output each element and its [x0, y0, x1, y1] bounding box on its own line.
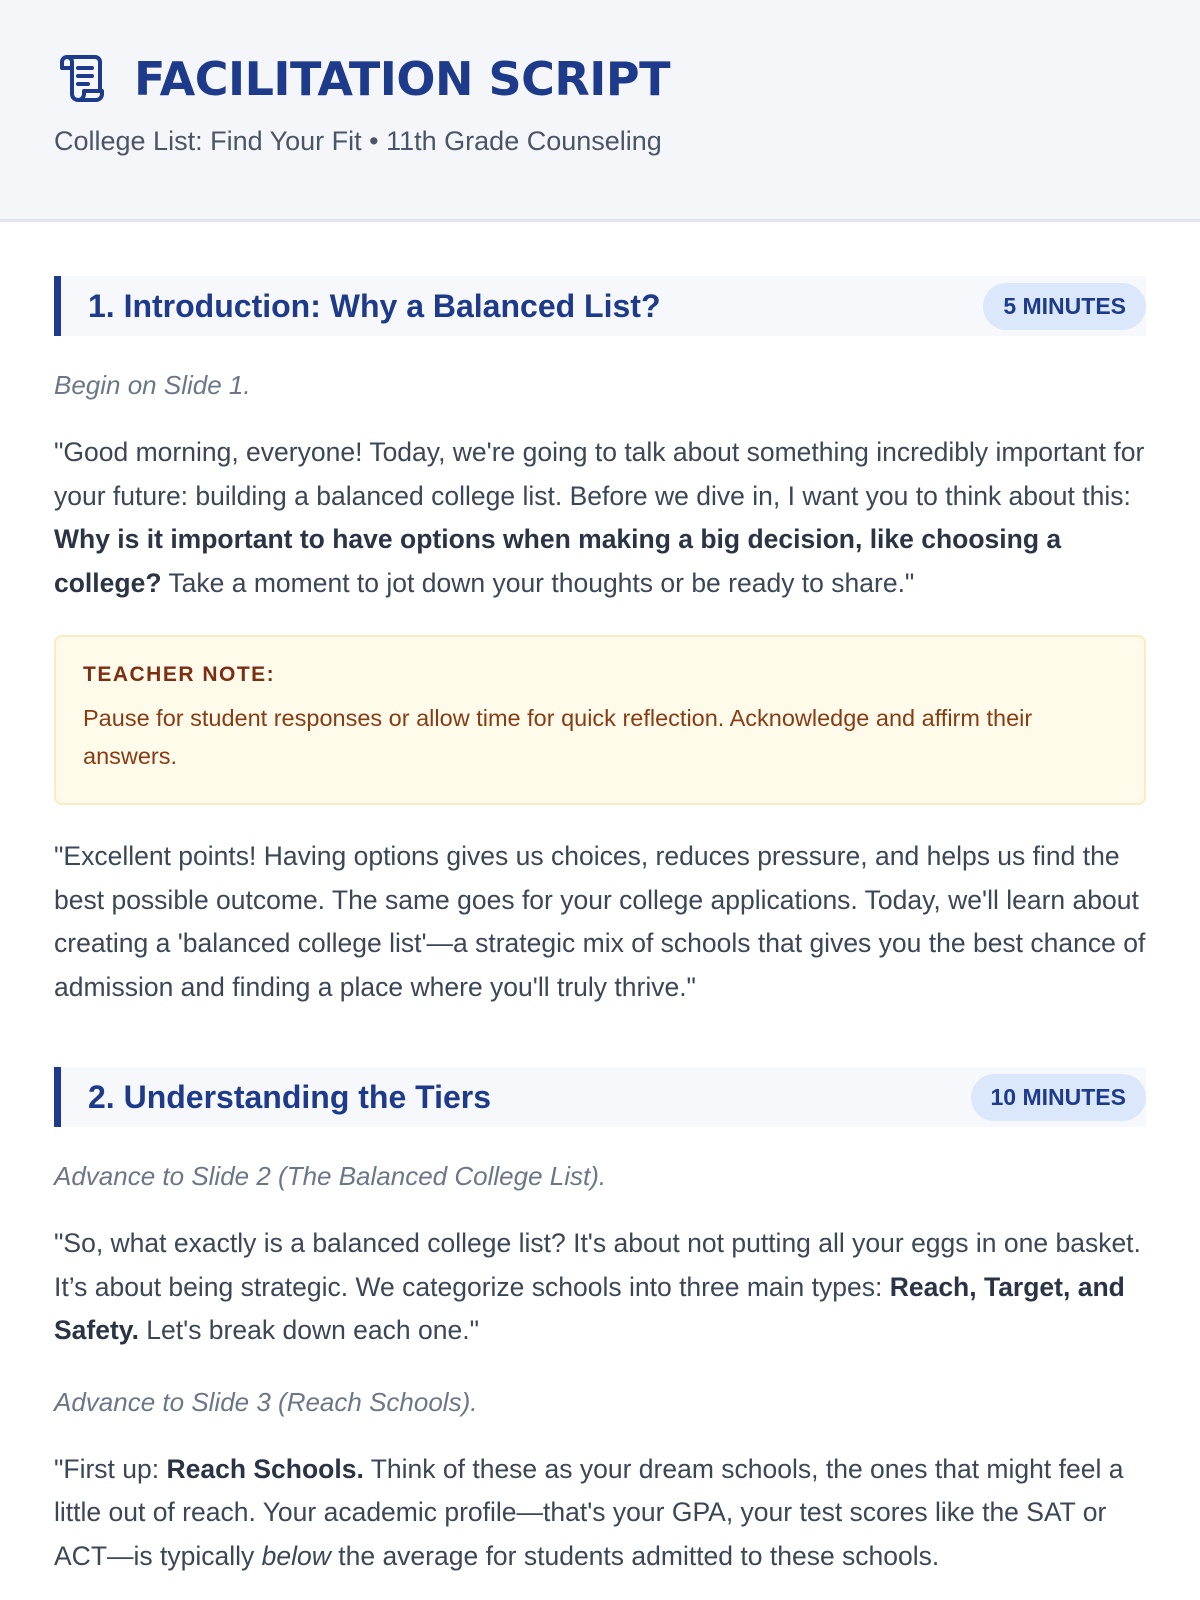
script-italic: below	[261, 1540, 331, 1571]
teacher-note	[54, 635, 1146, 805]
section-header-tiers	[54, 1067, 1146, 1127]
script-paragraph: "Excellent points! Having options gives us choices, reduces pressure, and helps us find the best possible outcome. The same goes for your college applications. Today, we'll learn about creating a 'balanced college list'—a strategic mix of schools that gives you the best chance of admission and finding a place where you'll truly thrive."	[54, 841, 1146, 1002]
section-title: 2. Understanding the Tiers	[88, 1078, 492, 1115]
script-emphasis: Reach Schools.	[166, 1453, 364, 1484]
script-emphasis: Why is it important to have options when making a big decision, like choosing a college?	[54, 524, 1062, 598]
duration-badge: 5 MINUTES	[983, 283, 1146, 330]
section-header-introduction	[54, 276, 1146, 336]
script-text: the average for students admitted to these schools.	[330, 1540, 940, 1571]
duration-badge: 10 MINUTES	[971, 1074, 1146, 1121]
page-subtitle: College List: Find Your Fit • 11th Grade Counseling	[54, 126, 662, 156]
stage-direction: Begin on Slide 1.	[54, 370, 251, 400]
teacher-note-text: Pause for student responses or allow time for quick reflection. Acknowledge and affirm their answers.	[83, 705, 1033, 769]
teacher-note-label: TEACHER NOTE:	[83, 663, 276, 686]
document-header	[0, 0, 1200, 222]
page-title: FACILITATION SCRIPT	[134, 52, 671, 106]
scroll-icon	[54, 52, 108, 106]
script-body	[0, 222, 1200, 1578]
script-text: "So, what exactly is a balanced college list? It's about not putting all your eggs in one basket. It’s about being strategic. We categorize schools into three main types:	[54, 1228, 1141, 1302]
script-paragraph	[54, 431, 1146, 605]
title-row	[54, 52, 1146, 106]
section-title: 1. Introduction: Why a Balanced List?	[88, 287, 661, 324]
stage-direction: Advance to Slide 3 (Reach Schools).	[54, 1386, 478, 1417]
script-paragraph	[54, 1448, 1146, 1579]
script-text: "First up:	[54, 1453, 167, 1484]
script-text: Let's break down each one."	[138, 1315, 479, 1345]
script-text: "Good morning, everyone! Today, we're going to talk about something incredibly important for your future: building a balanced college list. Before we dive in, I want you to think about this:	[54, 437, 1145, 511]
script-text: Think of these as your dream schools, the ones that might feel a little out of reach. Your academic profile—that's your GPA, your test scores like the SAT or ACT—is typically	[54, 1453, 1124, 1571]
stage-direction: Advance to Slide 2 (The Balanced College List).	[54, 1161, 607, 1191]
section-spacer	[54, 1009, 1146, 1067]
script-text: Take a moment to jot down your thoughts or be ready to share."	[161, 567, 915, 598]
script-emphasis: Reach, Target, and Safety.	[54, 1271, 1125, 1345]
script-paragraph	[54, 1222, 1146, 1353]
